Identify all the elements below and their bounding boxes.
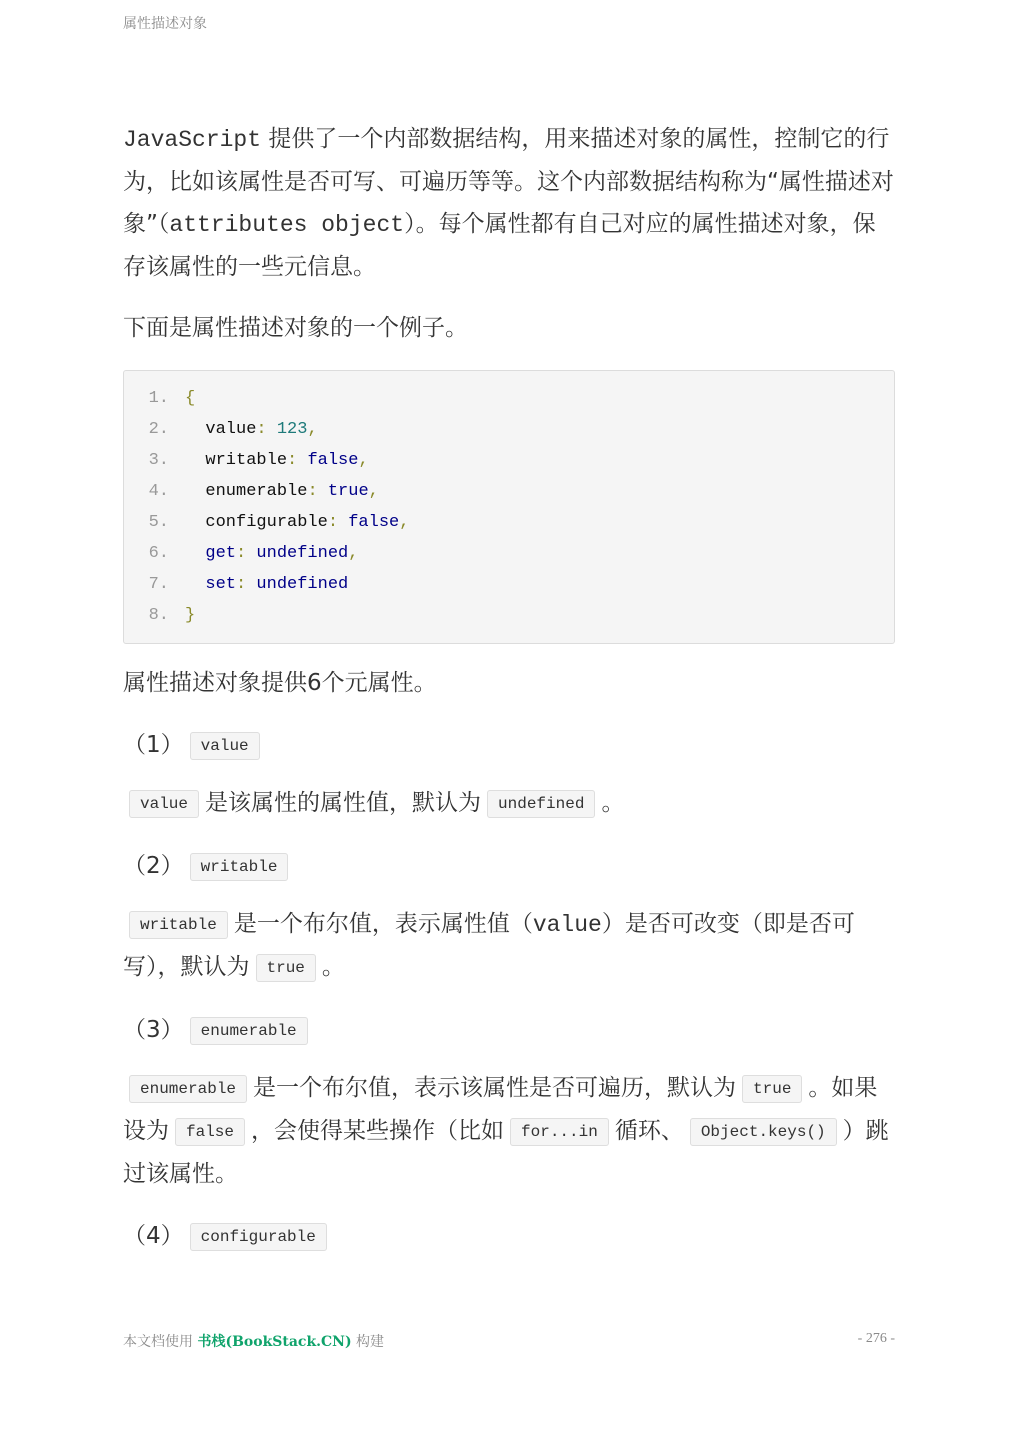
desc-text: 。: [601, 790, 625, 816]
section-number: （3）: [123, 1017, 184, 1043]
section-title-value: [123, 724, 895, 767]
line-number: 3.: [148, 451, 169, 470]
code-close-brace: }: [185, 606, 196, 625]
page-header-title: 属性描述对象: [123, 16, 207, 32]
line-number: 8.: [148, 606, 169, 625]
code-value: false: [307, 451, 359, 470]
summary-paragraph: 属性描述对象提供6个元属性。: [123, 670, 437, 696]
line-number: 4.: [148, 482, 169, 501]
code-key: configurable: [205, 513, 328, 532]
desc-text: ）跳过该属性。: [123, 1118, 889, 1187]
inline-code: enumerable: [129, 1075, 247, 1103]
desc-text: ，会使得某些操作（比如: [251, 1118, 505, 1144]
code-key: get: [205, 544, 237, 563]
code-value: true: [327, 482, 369, 501]
code-colon: :: [327, 513, 339, 532]
code-line: [124, 507, 894, 538]
line-number: 6.: [148, 544, 169, 563]
code-block: [123, 370, 895, 644]
code-key: value: [205, 420, 257, 439]
section-number: （1）: [123, 732, 184, 758]
desc-text: 是一个布尔值，表示属性值（: [233, 911, 533, 937]
code-key: enumerable: [205, 482, 308, 501]
inline-code: true: [256, 954, 316, 982]
code-value: 123: [276, 420, 308, 439]
section-number: （4）: [123, 1223, 184, 1249]
code-colon: :: [307, 482, 318, 501]
desc-text: 循环、: [614, 1118, 684, 1144]
code-open-brace: {: [185, 389, 196, 408]
code-colon: :: [236, 575, 247, 594]
section-title-writable: [123, 845, 895, 888]
code-line: [124, 383, 894, 414]
section-name-code: configurable: [190, 1223, 327, 1251]
inline-code: undefined: [487, 790, 595, 818]
inline-code: for...in: [510, 1118, 609, 1146]
footer-suffix: 构建: [351, 1334, 385, 1350]
code-colon: :: [236, 544, 247, 563]
code-comma: ,: [399, 513, 410, 532]
code-line: [124, 569, 894, 600]
page-number: - 276 -: [857, 1331, 895, 1346]
section-title-enumerable: [123, 1009, 895, 1052]
inline-code: value: [129, 790, 199, 818]
footer-prefix: 本文档使用: [123, 1334, 198, 1350]
document-body: [123, 118, 895, 1273]
code-line: [124, 414, 894, 445]
code-comma: ,: [348, 544, 359, 563]
intro-text-2: ）。每个属性都有自己对应的属性描述对象，保存该属性的一些元信息。: [123, 211, 876, 280]
code-colon: :: [287, 451, 298, 470]
desc-text: 。: [321, 954, 345, 980]
code-colon: :: [256, 420, 267, 439]
section-desc-enumerable: [123, 1067, 895, 1195]
line-number: 7.: [148, 575, 169, 594]
code-line: [124, 445, 894, 476]
bookstack-link[interactable]: 书栈(BookStack.CN): [197, 1334, 352, 1350]
code-key: set: [205, 575, 237, 594]
page-footer: [123, 1331, 895, 1351]
desc-text: 是一个布尔值，表示该属性是否可遍历，默认为: [253, 1075, 737, 1101]
inline-code: Object.keys(): [690, 1118, 837, 1146]
intro-paragraph: [123, 118, 895, 288]
code-value: undefined: [256, 544, 349, 563]
javascript-term: JavaScript: [123, 127, 262, 153]
value-term: value: [532, 912, 602, 938]
line-number: 5.: [148, 513, 169, 532]
line-number: 1.: [148, 389, 169, 408]
line-number: 2.: [148, 420, 169, 439]
code-value: false: [348, 513, 400, 532]
example-intro-paragraph: 下面是属性描述对象的一个例子。: [123, 315, 468, 341]
section-name-code: value: [190, 732, 260, 760]
desc-text: 是该属性的属性值，默认为: [205, 790, 482, 816]
code-line: [124, 600, 894, 631]
section-number: （2）: [123, 853, 184, 879]
code-value: undefined: [256, 575, 349, 594]
section-name-code: enumerable: [190, 1017, 308, 1045]
code-line: [124, 476, 894, 507]
code-comma: ,: [368, 482, 379, 501]
inline-code: false: [175, 1118, 245, 1146]
intro-text-1: 提供了一个内部数据结构，用来描述对象的属性，控制它的行为，比如该属性是否可写、可遍历等等。这个内部数据结构称为“属性描述对象”（: [123, 126, 894, 237]
code-line: [124, 538, 894, 569]
attributes-object-term: attributes object: [169, 212, 405, 238]
code-comma: ,: [307, 420, 318, 439]
code-comma: ,: [358, 451, 369, 470]
section-name-code: writable: [190, 853, 289, 881]
section-desc-value: [123, 782, 895, 825]
section-desc-writable: [123, 903, 895, 989]
section-title-configurable: [123, 1215, 895, 1258]
inline-code: writable: [129, 911, 228, 939]
code-key: writable: [205, 451, 288, 470]
desc-text: ）是否可改变（即是否可写），默认为: [123, 911, 855, 980]
desc-text: 。如果设为: [123, 1075, 878, 1144]
inline-code: true: [742, 1075, 802, 1103]
